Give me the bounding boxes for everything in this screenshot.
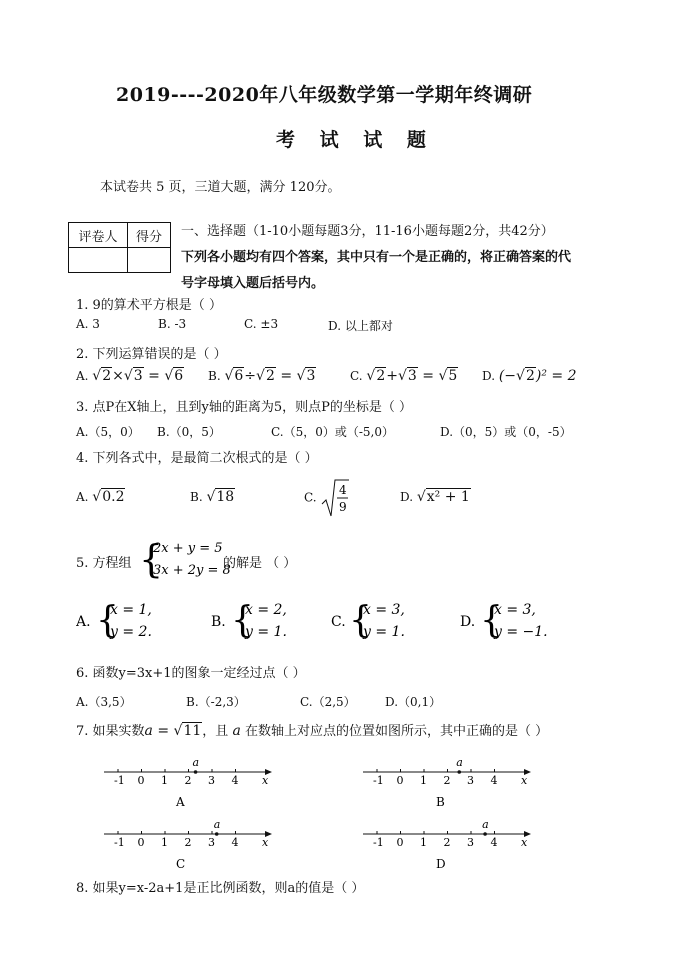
q7-stem-mid: ，且	[202, 724, 229, 739]
q2-option-c: C. √2+√3 = √5	[350, 368, 458, 384]
point-a-label: a	[213, 818, 221, 831]
svg-text:9: 9	[339, 500, 348, 514]
tick-label: 4	[231, 774, 239, 787]
tick-label: 3	[208, 836, 215, 849]
tick-label: -1	[373, 836, 384, 849]
page-title: 2019----2020年八年级数学第一学期年终调研	[116, 84, 533, 106]
axis-variable-label: x	[262, 836, 269, 849]
tick-label: 4	[490, 836, 498, 849]
svg-text:4: 4	[339, 483, 348, 497]
svg-text:B.: B.	[211, 614, 226, 630]
tick-label: 1	[420, 836, 427, 849]
svg-text:{: {	[139, 537, 164, 581]
number-line-caption: C	[176, 857, 186, 871]
svg-text:2x + y = 5: 2x + y = 5	[153, 541, 223, 556]
number-line-caption: B	[436, 795, 445, 809]
q5-options	[76, 598, 676, 644]
q3-option-d: D.（0，5）或（0，-5）	[440, 425, 572, 439]
q2-option-d: D. (−√2)² = 2	[482, 368, 577, 384]
tick-label: 2	[184, 836, 192, 849]
tick-label: 0	[396, 836, 404, 849]
q3-stem: 3. 点P在X轴上，且到y轴的距离为5，则点P的坐标是（ ）	[76, 400, 413, 415]
section-instruction-1: 下列各小题均有四个答案，其中只有一个是正确的，将正确答案的代	[181, 250, 572, 265]
svg-text:x = 1,: x = 1,	[110, 602, 152, 618]
sqrt-4-over-9	[320, 478, 350, 518]
axis-variable-label: x	[521, 836, 528, 849]
svg-text:x = 3,: x = 3,	[363, 602, 405, 618]
svg-text:{: {	[96, 600, 119, 641]
number-line-d	[363, 818, 531, 871]
q8-stem: 8. 如果y=x-2a+1是正比例函数，则a的值是（ ）	[76, 881, 365, 896]
number-line-b	[363, 756, 531, 809]
tick-label: -1	[114, 836, 125, 849]
section-heading: 一、选择题（1-10小题每题3分，11-16小题每题2分，共42分）	[181, 224, 554, 239]
svg-text:A.: A.	[76, 614, 91, 630]
q4-option-a: A. √0.2	[76, 489, 125, 505]
q4-option-c: C. 4 9	[304, 478, 350, 518]
q5-equation-system	[139, 536, 231, 582]
tick-label: 0	[137, 774, 145, 787]
q6-option-a: A.（3,5）	[76, 695, 132, 709]
svg-text:x = 3,: x = 3,	[494, 602, 536, 618]
tick-label: 0	[137, 836, 145, 849]
svg-text:x = 2,: x = 2,	[245, 602, 287, 618]
q1-stem: 1. 9的算术平方根是（ ）	[76, 298, 222, 313]
q3-option-c: C.（5，0）或（-5,0）	[271, 425, 394, 439]
score-table-score-header: 得分	[128, 223, 171, 248]
q6-option-d: D.（0,1）	[385, 695, 442, 709]
tick-label: 2	[443, 774, 451, 787]
tick-label: 3	[208, 774, 215, 787]
q7-stem	[76, 720, 548, 739]
point-a-marker	[194, 770, 198, 774]
number-line-caption: A	[176, 795, 185, 809]
section-instruction-2: 号字母填入题后括号内。	[181, 276, 325, 291]
page-subtitle: 考 试 试 题	[276, 129, 435, 151]
q7-a-equals-sqrt11: a = √11	[144, 723, 202, 739]
svg-text:{: {	[349, 600, 372, 641]
q6-option-c: C.（2,5）	[300, 695, 356, 709]
score-table	[68, 222, 171, 273]
q7-stem-post: 在数轴上对应点的位置如图所示，其中正确的是（ ）	[244, 724, 549, 739]
svg-text:y = 2.: y = 2.	[110, 624, 152, 640]
score-table-score-cell[interactable]	[128, 248, 171, 273]
number-line-caption: D	[436, 857, 446, 871]
tick-label: 4	[490, 774, 498, 787]
point-a-marker	[457, 770, 461, 774]
q2-option-b: B. √6÷√2 = √3	[208, 368, 316, 384]
q7-number-lines	[0, 750, 688, 880]
tick-label: 1	[161, 836, 168, 849]
q1-option-c: C. ±3	[244, 317, 279, 331]
tick-label: 4	[231, 836, 239, 849]
number-line-a	[104, 756, 272, 809]
q4-option-d: D. √x² + 1	[400, 489, 470, 505]
svg-text:{: {	[480, 600, 503, 641]
point-a-label: a	[456, 756, 463, 769]
point-a-marker	[215, 832, 219, 836]
q4-option-b: B. √18	[190, 489, 235, 505]
q7-stem-pre: 7. 如果实数	[76, 724, 145, 739]
svg-text:y = 1.: y = 1.	[363, 624, 405, 640]
axis-variable-label: x	[521, 774, 528, 787]
tick-label: 2	[184, 774, 192, 787]
tick-label: 1	[420, 774, 427, 787]
intro-text: 本试卷共 5 页，三道大题，满分 120分。	[100, 180, 341, 195]
q3-option-a: A.（5，0）	[76, 425, 140, 439]
score-table-grader-cell[interactable]	[69, 248, 128, 273]
q4-stem: 4. 下列各式中，是最简二次根式的是（ ）	[76, 451, 318, 466]
score-table-grader-header: 评卷人	[69, 223, 128, 248]
q2-option-a: A. √2×√3 = √6	[76, 368, 184, 384]
svg-text:{: {	[231, 600, 254, 641]
point-a-label: a	[192, 756, 200, 769]
svg-text:C.: C.	[331, 614, 346, 630]
q1-option-b: B. -3	[158, 317, 187, 331]
q7-a-var: a	[232, 723, 241, 739]
tick-label: -1	[373, 774, 384, 787]
svg-text:3x + 2y = 8: 3x + 2y = 8	[153, 563, 231, 578]
q2-stem: 2. 下列运算错误的是（ ）	[76, 347, 227, 362]
q6-stem: 6. 函数y=3x+1的图象一定经过点（ ）	[76, 666, 306, 681]
q5-stem-post: 的解是 （ ）	[223, 556, 297, 571]
tick-label: 0	[396, 774, 404, 787]
q3-option-b: B.（0，5）	[157, 425, 221, 439]
q5-stem-pre: 5. 方程组	[76, 556, 132, 571]
q1-option-a: A. 3	[76, 317, 100, 331]
tick-label: -1	[114, 774, 125, 787]
point-a-marker	[483, 832, 487, 836]
point-a-label: a	[482, 818, 489, 831]
tick-label: 1	[161, 774, 168, 787]
tick-label: 2	[443, 836, 451, 849]
svg-text:y = 1.: y = 1.	[245, 624, 287, 640]
svg-text:y = −1.: y = −1.	[494, 624, 548, 640]
svg-text:D.: D.	[460, 614, 476, 630]
q6-option-b: B.（-2,3）	[186, 695, 246, 709]
number-line-c	[104, 818, 272, 871]
tick-label: 3	[467, 774, 474, 787]
axis-variable-label: x	[262, 774, 269, 787]
tick-label: 3	[467, 836, 474, 849]
q1-option-d: D. 以上都对	[328, 319, 393, 333]
